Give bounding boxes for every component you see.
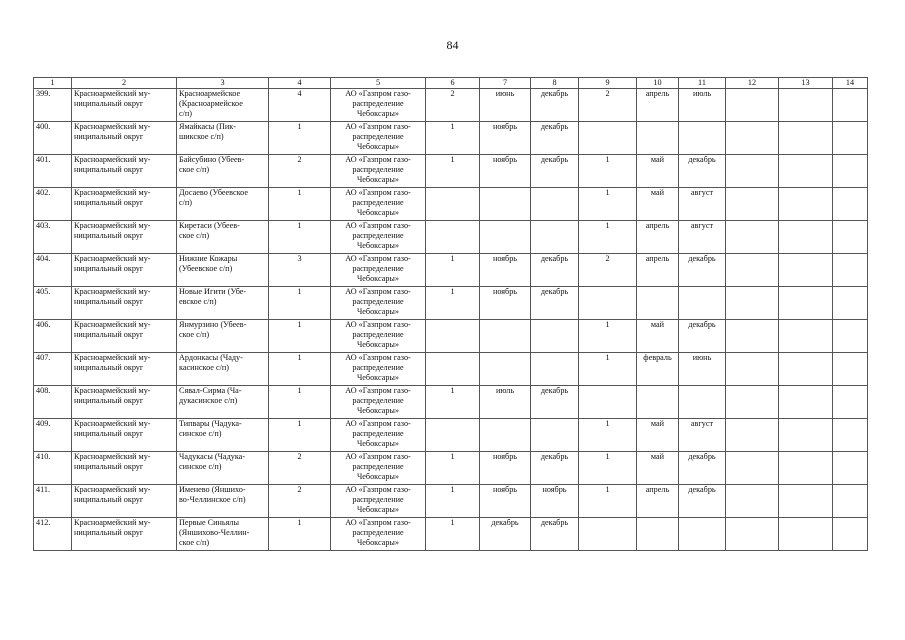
col10-cell: май bbox=[637, 155, 679, 188]
organization-cell: АО «Газпром газо- распределение Чебоксары» bbox=[331, 254, 426, 287]
col9-cell: 1 bbox=[579, 221, 637, 254]
col10-cell: май bbox=[637, 452, 679, 485]
col9-cell: 1 bbox=[579, 155, 637, 188]
col7-cell: июль bbox=[480, 386, 531, 419]
col14-cell bbox=[833, 419, 868, 452]
col11-cell bbox=[679, 386, 726, 419]
district-cell: Красноармейский му- ниципальный округ bbox=[72, 419, 177, 452]
row-number: 412. bbox=[34, 518, 72, 551]
col6-cell: 1 bbox=[426, 287, 480, 320]
col8-cell: ноябрь bbox=[531, 485, 579, 518]
col11-cell: декабрь bbox=[679, 254, 726, 287]
settlement-cell: Ардонкасы (Чаду- касинское с/п) bbox=[177, 353, 269, 386]
col9-cell: 1 bbox=[579, 485, 637, 518]
col12-cell bbox=[726, 188, 779, 221]
col13-cell bbox=[779, 320, 833, 353]
district-cell: Красноармейский му- ниципальный округ bbox=[72, 89, 177, 122]
settlement-cell: Киретаси (Убеев- ское с/п) bbox=[177, 221, 269, 254]
col8-cell: декабрь bbox=[531, 386, 579, 419]
settlement-cell: Новые Игити (Убе- евское с/п) bbox=[177, 287, 269, 320]
count-cell: 1 bbox=[269, 419, 331, 452]
col6-cell: 1 bbox=[426, 122, 480, 155]
col13-cell bbox=[779, 287, 833, 320]
col10-cell: апрель bbox=[637, 89, 679, 122]
row-number: 401. bbox=[34, 155, 72, 188]
count-cell: 3 bbox=[269, 254, 331, 287]
col10-cell: апрель bbox=[637, 485, 679, 518]
col8-cell: декабрь bbox=[531, 155, 579, 188]
row-number: 405. bbox=[34, 287, 72, 320]
col9-cell bbox=[579, 518, 637, 551]
col14-cell bbox=[833, 155, 868, 188]
column-header: 1 bbox=[34, 78, 72, 89]
count-cell: 1 bbox=[269, 287, 331, 320]
col6-cell bbox=[426, 353, 480, 386]
col12-cell bbox=[726, 485, 779, 518]
col10-cell: май bbox=[637, 188, 679, 221]
col13-cell bbox=[779, 89, 833, 122]
col6-cell: 1 bbox=[426, 155, 480, 188]
table-row bbox=[34, 89, 868, 122]
col8-cell: декабрь bbox=[531, 89, 579, 122]
col14-cell bbox=[833, 485, 868, 518]
table-row bbox=[34, 320, 868, 353]
col9-cell: 2 bbox=[579, 89, 637, 122]
column-header: 9 bbox=[579, 78, 637, 89]
col7-cell: ноябрь bbox=[480, 452, 531, 485]
count-cell: 2 bbox=[269, 485, 331, 518]
settlement-cell: Янмурзино (Убеев- ское с/п) bbox=[177, 320, 269, 353]
col7-cell bbox=[480, 221, 531, 254]
col11-cell: август bbox=[679, 221, 726, 254]
col12-cell bbox=[726, 452, 779, 485]
col7-cell bbox=[480, 320, 531, 353]
col12-cell bbox=[726, 221, 779, 254]
col14-cell bbox=[833, 122, 868, 155]
settlement-cell: Досаево (Убеевское с/п) bbox=[177, 188, 269, 221]
col11-cell bbox=[679, 122, 726, 155]
col14-cell bbox=[833, 221, 868, 254]
col12-cell bbox=[726, 320, 779, 353]
table-row bbox=[34, 122, 868, 155]
col7-cell: ноябрь bbox=[480, 155, 531, 188]
col7-cell bbox=[480, 353, 531, 386]
row-number: 410. bbox=[34, 452, 72, 485]
district-cell: Красноармейский му- ниципальный округ bbox=[72, 221, 177, 254]
column-header: 8 bbox=[531, 78, 579, 89]
organization-cell: АО «Газпром газо- распределение Чебоксары» bbox=[331, 188, 426, 221]
row-number: 404. bbox=[34, 254, 72, 287]
col14-cell bbox=[833, 353, 868, 386]
col8-cell bbox=[531, 320, 579, 353]
col14-cell bbox=[833, 188, 868, 221]
table-row bbox=[34, 485, 868, 518]
column-header: 11 bbox=[679, 78, 726, 89]
count-cell: 2 bbox=[269, 155, 331, 188]
organization-cell: АО «Газпром газо- распределение Чебоксары» bbox=[331, 419, 426, 452]
table-body bbox=[34, 89, 868, 551]
col11-cell: июль bbox=[679, 89, 726, 122]
settlement-cell: Первые Синьялы (Яншихово-Челлин- ское с/п) bbox=[177, 518, 269, 551]
organization-cell: АО «Газпром газо- распределение Чебоксары» bbox=[331, 320, 426, 353]
col12-cell bbox=[726, 89, 779, 122]
row-number: 403. bbox=[34, 221, 72, 254]
col12-cell bbox=[726, 155, 779, 188]
organization-cell: АО «Газпром газо- распределение Чебоксары» bbox=[331, 452, 426, 485]
count-cell: 1 bbox=[269, 386, 331, 419]
organization-cell: АО «Газпром газо- распределение Чебоксары» bbox=[331, 386, 426, 419]
col12-cell bbox=[726, 287, 779, 320]
col7-cell: декабрь bbox=[480, 518, 531, 551]
col14-cell bbox=[833, 518, 868, 551]
row-number: 402. bbox=[34, 188, 72, 221]
settlement-cell: Чадукасы (Чадука- синское с/п) bbox=[177, 452, 269, 485]
col8-cell: декабрь bbox=[531, 452, 579, 485]
col7-cell: ноябрь bbox=[480, 287, 531, 320]
col6-cell: 1 bbox=[426, 254, 480, 287]
count-cell: 2 bbox=[269, 452, 331, 485]
col12-cell bbox=[726, 353, 779, 386]
header-row bbox=[34, 78, 868, 89]
column-header: 5 bbox=[331, 78, 426, 89]
organization-cell: АО «Газпром газо- распределение Чебоксары» bbox=[331, 155, 426, 188]
col10-cell: май bbox=[637, 320, 679, 353]
column-header: 7 bbox=[480, 78, 531, 89]
col11-cell: декабрь bbox=[679, 320, 726, 353]
district-cell: Красноармейский му- ниципальный округ bbox=[72, 122, 177, 155]
count-cell: 1 bbox=[269, 221, 331, 254]
settlement-cell: Типвары (Чадука- синское с/п) bbox=[177, 419, 269, 452]
table-row bbox=[34, 254, 868, 287]
table-row bbox=[34, 221, 868, 254]
column-header: 3 bbox=[177, 78, 269, 89]
organization-cell: АО «Газпром газо- распределение Чебоксары» bbox=[331, 89, 426, 122]
district-cell: Красноармейский му- ниципальный округ bbox=[72, 188, 177, 221]
col13-cell bbox=[779, 353, 833, 386]
col8-cell bbox=[531, 188, 579, 221]
col13-cell bbox=[779, 221, 833, 254]
table-row bbox=[34, 518, 868, 551]
col14-cell bbox=[833, 89, 868, 122]
col14-cell bbox=[833, 320, 868, 353]
count-cell: 1 bbox=[269, 353, 331, 386]
col8-cell bbox=[531, 353, 579, 386]
col13-cell bbox=[779, 386, 833, 419]
col14-cell bbox=[833, 386, 868, 419]
table-row bbox=[34, 188, 868, 221]
col10-cell: апрель bbox=[637, 254, 679, 287]
col6-cell bbox=[426, 188, 480, 221]
col9-cell: 1 bbox=[579, 320, 637, 353]
district-cell: Красноармейский му- ниципальный округ bbox=[72, 452, 177, 485]
col6-cell: 2 bbox=[426, 89, 480, 122]
col10-cell: май bbox=[637, 419, 679, 452]
table-row bbox=[34, 353, 868, 386]
col10-cell: апрель bbox=[637, 221, 679, 254]
organization-cell: АО «Газпром газо- распределение Чебоксары» bbox=[331, 518, 426, 551]
row-number: 400. bbox=[34, 122, 72, 155]
col10-cell bbox=[637, 122, 679, 155]
column-header: 14 bbox=[833, 78, 868, 89]
table-row bbox=[34, 287, 868, 320]
table-row bbox=[34, 386, 868, 419]
col13-cell bbox=[779, 518, 833, 551]
organization-cell: АО «Газпром газо- распределение Чебоксары» bbox=[331, 221, 426, 254]
row-number: 407. bbox=[34, 353, 72, 386]
district-cell: Красноармейский му- ниципальный округ bbox=[72, 518, 177, 551]
row-number: 409. bbox=[34, 419, 72, 452]
table-row bbox=[34, 419, 868, 452]
col12-cell bbox=[726, 518, 779, 551]
col9-cell bbox=[579, 122, 637, 155]
col12-cell bbox=[726, 254, 779, 287]
column-header: 2 bbox=[72, 78, 177, 89]
column-header: 10 bbox=[637, 78, 679, 89]
col6-cell: 1 bbox=[426, 485, 480, 518]
schedule-table bbox=[33, 77, 868, 551]
count-cell: 4 bbox=[269, 89, 331, 122]
column-header: 12 bbox=[726, 78, 779, 89]
district-cell: Красноармейский му- ниципальный округ bbox=[72, 386, 177, 419]
col13-cell bbox=[779, 122, 833, 155]
col7-cell: ноябрь bbox=[480, 485, 531, 518]
organization-cell: АО «Газпром газо- распределение Чебоксары» bbox=[331, 353, 426, 386]
organization-cell: АО «Газпром газо- распределение Чебоксары» bbox=[331, 122, 426, 155]
col11-cell: август bbox=[679, 419, 726, 452]
col7-cell: ноябрь bbox=[480, 254, 531, 287]
settlement-cell: Нижние Кожары (Убеевское с/п) bbox=[177, 254, 269, 287]
col12-cell bbox=[726, 419, 779, 452]
col7-cell bbox=[480, 188, 531, 221]
col9-cell bbox=[579, 386, 637, 419]
col6-cell bbox=[426, 320, 480, 353]
col11-cell: июнь bbox=[679, 353, 726, 386]
col8-cell bbox=[531, 419, 579, 452]
settlement-cell: Байсубино (Убеев- ское с/п) bbox=[177, 155, 269, 188]
column-header: 6 bbox=[426, 78, 480, 89]
col13-cell bbox=[779, 188, 833, 221]
col10-cell bbox=[637, 518, 679, 551]
count-cell: 1 bbox=[269, 188, 331, 221]
organization-cell: АО «Газпром газо- распределение Чебоксары» bbox=[331, 287, 426, 320]
col13-cell bbox=[779, 452, 833, 485]
col13-cell bbox=[779, 155, 833, 188]
col12-cell bbox=[726, 386, 779, 419]
col14-cell bbox=[833, 452, 868, 485]
col10-cell bbox=[637, 287, 679, 320]
settlement-cell: Ямайкасы (Пик- шикское с/п) bbox=[177, 122, 269, 155]
col13-cell bbox=[779, 254, 833, 287]
settlement-cell: Именево (Яншихо- во-Челлинское с/п) bbox=[177, 485, 269, 518]
column-header: 4 bbox=[269, 78, 331, 89]
col11-cell: август bbox=[679, 188, 726, 221]
row-number: 408. bbox=[34, 386, 72, 419]
district-cell: Красноармейский му- ниципальный округ bbox=[72, 353, 177, 386]
col14-cell bbox=[833, 287, 868, 320]
row-number: 411. bbox=[34, 485, 72, 518]
col7-cell: июнь bbox=[480, 89, 531, 122]
col8-cell: декабрь bbox=[531, 122, 579, 155]
col6-cell: 1 bbox=[426, 386, 480, 419]
count-cell: 1 bbox=[269, 518, 331, 551]
district-cell: Красноармейский му- ниципальный округ bbox=[72, 320, 177, 353]
district-cell: Красноармейский му- ниципальный округ bbox=[72, 155, 177, 188]
col6-cell: 1 bbox=[426, 518, 480, 551]
col9-cell: 2 bbox=[579, 254, 637, 287]
col10-cell bbox=[637, 386, 679, 419]
district-cell: Красноармейский му- ниципальный округ bbox=[72, 254, 177, 287]
col11-cell: декабрь bbox=[679, 452, 726, 485]
col8-cell: декабрь bbox=[531, 254, 579, 287]
col10-cell: февраль bbox=[637, 353, 679, 386]
col14-cell bbox=[833, 254, 868, 287]
col9-cell: 1 bbox=[579, 188, 637, 221]
col8-cell: декабрь bbox=[531, 518, 579, 551]
col9-cell bbox=[579, 287, 637, 320]
district-cell: Красноармейский му- ниципальный округ bbox=[72, 485, 177, 518]
col9-cell: 1 bbox=[579, 419, 637, 452]
settlement-cell: Красноармейское (Красноармейское с/п) bbox=[177, 89, 269, 122]
col12-cell bbox=[726, 122, 779, 155]
table-row bbox=[34, 155, 868, 188]
col13-cell bbox=[779, 419, 833, 452]
col6-cell bbox=[426, 419, 480, 452]
table-row bbox=[34, 452, 868, 485]
col9-cell: 1 bbox=[579, 353, 637, 386]
col6-cell: 1 bbox=[426, 452, 480, 485]
column-header: 13 bbox=[779, 78, 833, 89]
count-cell: 1 bbox=[269, 320, 331, 353]
row-number: 399. bbox=[34, 89, 72, 122]
col9-cell: 1 bbox=[579, 452, 637, 485]
col11-cell bbox=[679, 287, 726, 320]
organization-cell: АО «Газпром газо- распределение Чебоксары» bbox=[331, 485, 426, 518]
col11-cell bbox=[679, 518, 726, 551]
settlement-cell: Сявал-Сирма (Ча- дукасинское с/п) bbox=[177, 386, 269, 419]
row-number: 406. bbox=[34, 320, 72, 353]
col11-cell: декабрь bbox=[679, 155, 726, 188]
col13-cell bbox=[779, 485, 833, 518]
col7-cell bbox=[480, 419, 531, 452]
col6-cell bbox=[426, 221, 480, 254]
col8-cell: декабрь bbox=[531, 287, 579, 320]
col7-cell: ноябрь bbox=[480, 122, 531, 155]
district-cell: Красноармейский му- ниципальный округ bbox=[72, 287, 177, 320]
col8-cell bbox=[531, 221, 579, 254]
col11-cell: декабрь bbox=[679, 485, 726, 518]
page-number: 84 bbox=[446, 38, 459, 52]
count-cell: 1 bbox=[269, 122, 331, 155]
